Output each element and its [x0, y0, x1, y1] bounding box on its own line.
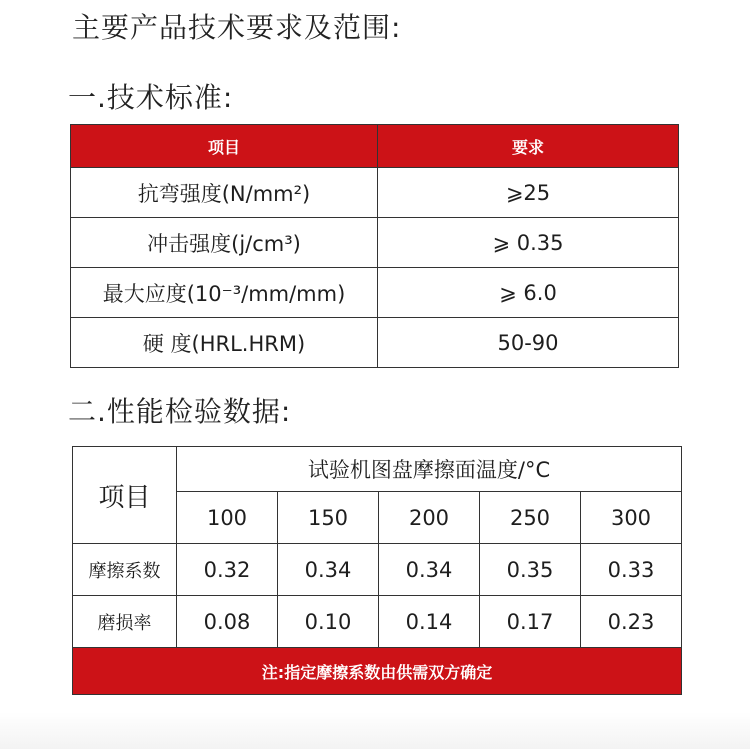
data-cell: 0.35: [480, 544, 581, 596]
header-item: 项目: [71, 125, 378, 168]
data-cell: 0.23: [581, 596, 682, 648]
performance-data-table: [72, 446, 682, 695]
data-cell: 0.33: [581, 544, 682, 596]
property-value: ⩾ 0.35: [378, 218, 679, 268]
table-row: [73, 544, 682, 596]
row-label: 磨损率: [73, 596, 177, 648]
data-cell: 0.10: [278, 596, 379, 648]
table-note: 注:指定摩擦系数由供需双方确定: [73, 648, 682, 695]
data-cell: 0.08: [177, 596, 278, 648]
section-heading-standards: 一.技术标准:: [68, 81, 234, 114]
section-heading-performance: 二.性能检验数据:: [68, 395, 292, 428]
property-value: 50-90: [378, 318, 679, 368]
temperature-cell: 200: [379, 492, 480, 544]
data-cell: 0.34: [278, 544, 379, 596]
row-label: 摩擦系数: [73, 544, 177, 596]
data-cell: 0.32: [177, 544, 278, 596]
data-cell: 0.14: [379, 596, 480, 648]
property-value: ⩾25: [378, 168, 679, 218]
property-value: ⩾ 6.0: [378, 268, 679, 318]
row-header-item: 项目: [73, 447, 177, 544]
bottom-fade: [0, 712, 750, 749]
data-cell: 0.34: [379, 544, 480, 596]
table-header-row: [71, 125, 679, 168]
table-row: [71, 318, 679, 368]
page-title: 主要产品技术要求及范围:: [72, 11, 402, 44]
property-name: 硬 度(HRL.HRM): [71, 318, 378, 368]
table-row: [71, 268, 679, 318]
property-name: 抗弯强度(N/mm²): [71, 168, 378, 218]
property-name: 冲击强度(j/cm³): [71, 218, 378, 268]
temperature-cell: 100: [177, 492, 278, 544]
table-row: [71, 218, 679, 268]
temperature-cell: 150: [278, 492, 379, 544]
header-requirement: 要求: [378, 125, 679, 168]
temperature-cell: 300: [581, 492, 682, 544]
data-cell: 0.17: [480, 596, 581, 648]
temperature-cell: 250: [480, 492, 581, 544]
temperature-group-header: 试验机图盘摩擦面温度/°C: [177, 447, 682, 492]
table-row: [71, 168, 679, 218]
note-row: [73, 648, 682, 695]
property-name: 最大应度(10⁻³/mm/mm): [71, 268, 378, 318]
table-row: [73, 596, 682, 648]
technical-standards-table: [70, 124, 679, 368]
group-header-row: [73, 447, 682, 492]
